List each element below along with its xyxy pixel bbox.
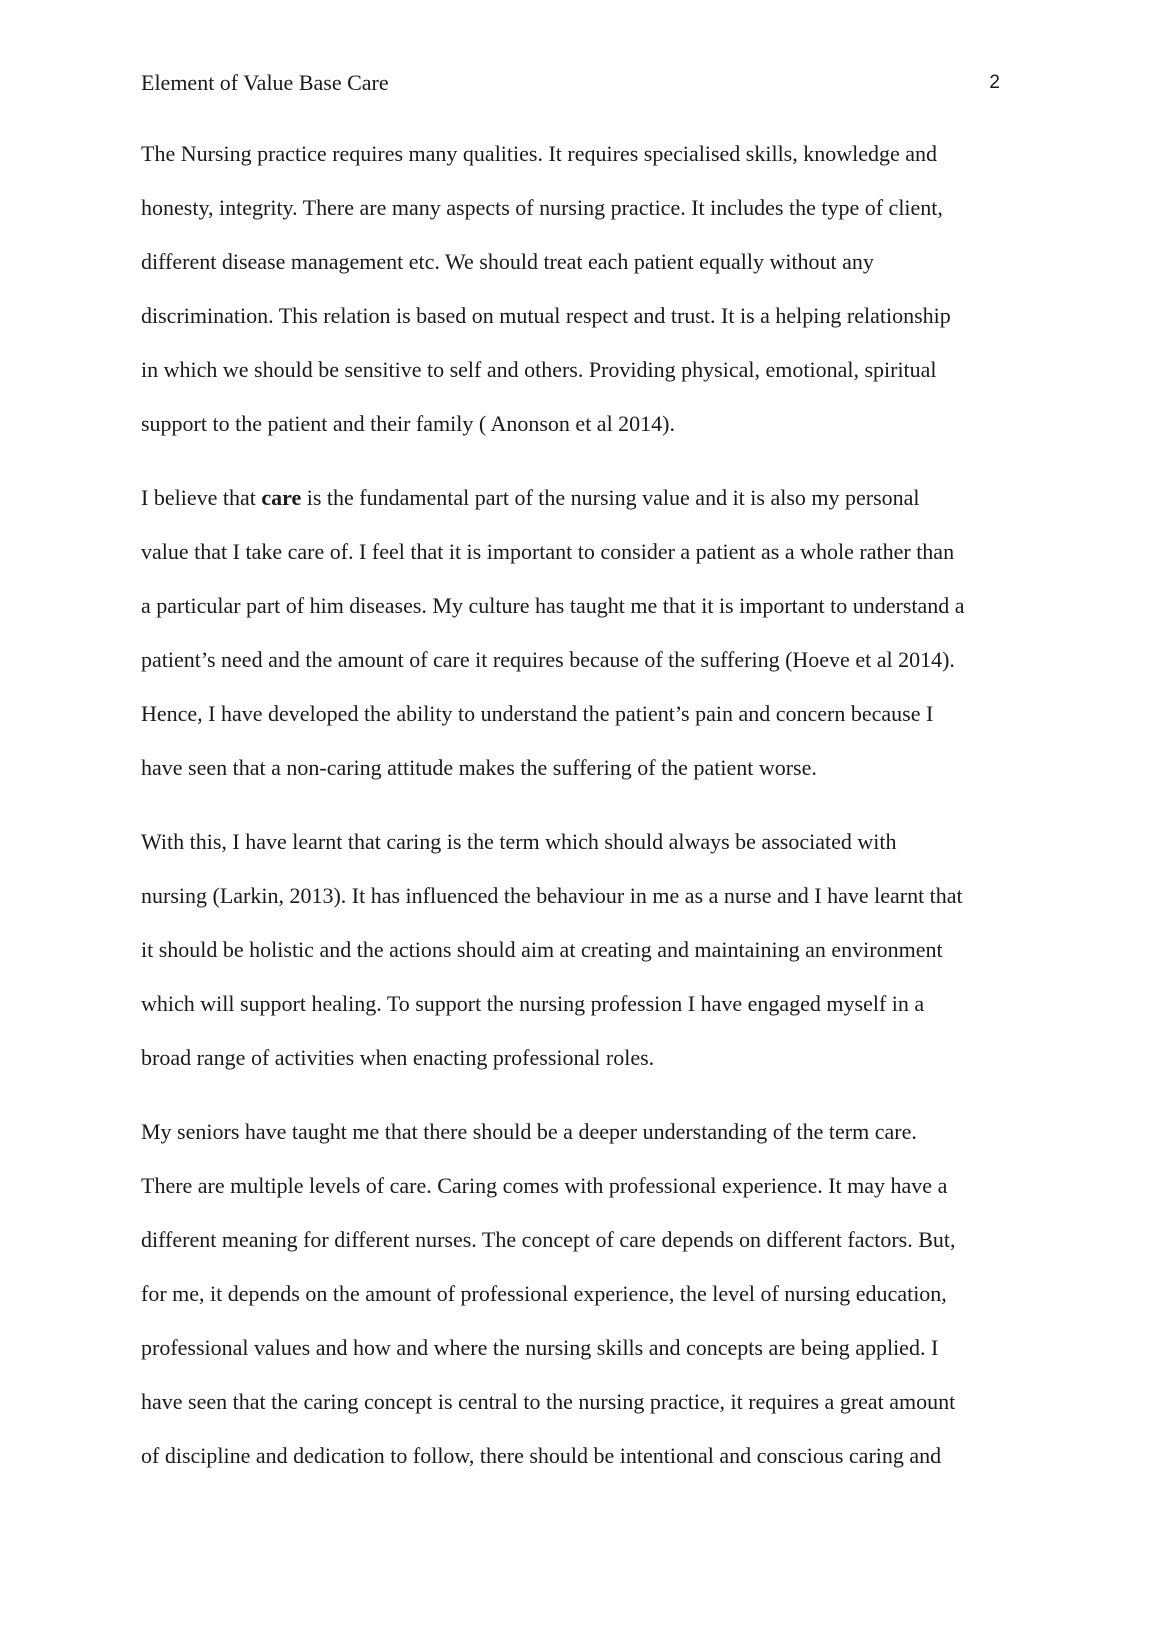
paragraph-4 <box>141 1109 1021 1487</box>
text-line: discrimination. This relation is based on mutual respect and trust. It is a helping relationship <box>141 303 951 328</box>
text-line: patient’s need and the amount of care it requires because of the suffering (Hoeve et al 2014). <box>141 647 955 672</box>
bold-term-care: care <box>261 485 302 510</box>
running-title: Element of Value Base Care <box>141 70 389 95</box>
text-line: professional values and how and where the nursing skills and concepts are being applied. I <box>141 1335 939 1360</box>
paragraph-1 <box>141 131 1021 455</box>
text-run: is the fundamental part of the nursing value and it is also my personal <box>301 485 920 510</box>
text-line: a particular part of him diseases. My culture has taught me that it is important to understand a <box>141 593 965 618</box>
text-line: My seniors have taught me that there should be a deeper understanding of the term care. <box>141 1119 917 1144</box>
text-line: There are multiple levels of care. Caring comes with professional experience. It may have a <box>141 1173 948 1198</box>
document-body <box>141 131 1021 1507</box>
text-line: The Nursing practice requires many qualities. It requires specialised skills, knowledge and <box>141 141 938 166</box>
text-line: Hence, I have developed the ability to understand the patient’s pain and concern because I <box>141 701 934 726</box>
text-line: value that I take care of. I feel that it is important to consider a patient as a whole rather than <box>141 539 955 564</box>
page-number: 2 <box>989 72 1000 93</box>
text-line: for me, it depends on the amount of professional experience, the level of nursing education, <box>141 1281 947 1306</box>
text-line: have seen that a non-caring attitude makes the suffering of the patient worse. <box>141 755 817 780</box>
paragraph-3 <box>141 819 1021 1089</box>
text-line: of discipline and dedication to follow, there should be intentional and conscious caring and <box>141 1443 942 1468</box>
text-line: have seen that the caring concept is central to the nursing practice, it requires a great amount <box>141 1389 956 1414</box>
text-line: in which we should be sensitive to self and others. Providing physical, emotional, spiritual <box>141 357 937 382</box>
text-line: which will support healing. To support the nursing profession I have engaged myself in a <box>141 991 925 1016</box>
text-line: it should be holistic and the actions should aim at creating and maintaining an environment <box>141 937 943 962</box>
running-header <box>141 68 1000 98</box>
text-line: different disease management etc. We should treat each patient equally without any <box>141 249 874 274</box>
text-line: broad range of activities when enacting professional roles. <box>141 1045 655 1070</box>
text-line: With this, I have learnt that caring is the term which should always be associated with <box>141 829 897 854</box>
text-line-with-bold <box>141 475 1021 529</box>
text-run: I believe that <box>141 485 262 510</box>
text-line: nursing (Larkin, 2013). It has influenced the behaviour in me as a nurse and I have learnt that <box>141 883 963 908</box>
paragraph-2 <box>141 475 1021 799</box>
text-line: support to the patient and their family ( Anonson et al 2014). <box>141 411 676 436</box>
text-line: honesty, integrity. There are many aspects of nursing practice. It includes the type of client, <box>141 195 943 220</box>
text-line: different meaning for different nurses. The concept of care depends on different factors. But, <box>141 1227 956 1252</box>
